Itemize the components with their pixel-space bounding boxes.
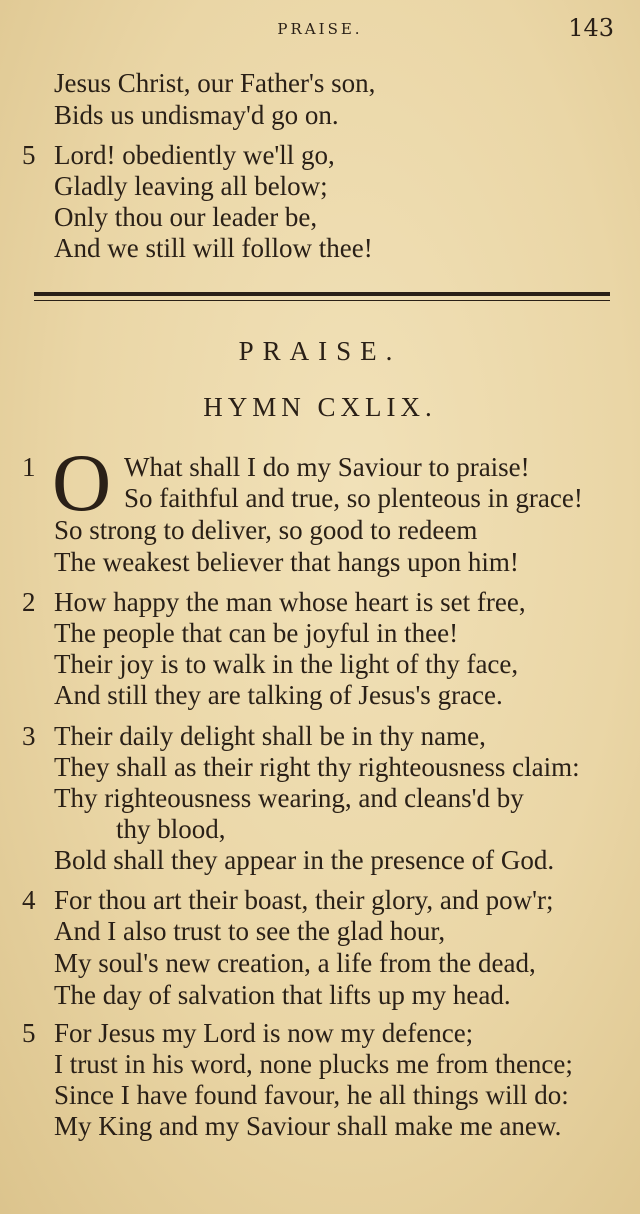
verse-line: The people that can be joyful in thee!	[54, 618, 459, 648]
verse-line: Their joy is to walk in the light of thy face,	[54, 649, 519, 679]
verse-number: 5	[22, 1018, 36, 1048]
page-number: 143	[568, 14, 614, 42]
verse-line: Gladly leaving all below;	[54, 171, 328, 201]
verse-number: 1	[22, 452, 36, 482]
hymn-title: HYMN CXLIX.	[203, 392, 437, 422]
drop-cap: O	[52, 437, 112, 528]
verse-line: And I also trust to see the glad hour,	[54, 916, 446, 946]
verse-line: Thy righteousness wearing, and cleans'd by	[54, 783, 524, 813]
verse-line-continued: thy blood,	[116, 814, 226, 844]
verse-line: How happy the man whose heart is set free,	[54, 587, 526, 617]
verse-number: 5	[22, 140, 36, 170]
verse-line: The weakest believer that hangs upon him!	[54, 547, 519, 577]
verse-line: So strong to deliver, so good to redeem	[54, 515, 478, 545]
verse-line: My soul's new creation, a life from the dead,	[54, 948, 536, 978]
verse-number: 4	[22, 885, 36, 915]
verse-line: The day of salvation that lifts up my head.	[54, 980, 511, 1010]
verse-line: For Jesus my Lord is now my defence;	[54, 1018, 474, 1048]
verse-line: For thou art their boast, their glory, and pow'r;	[54, 885, 554, 915]
divider-rule-thin	[34, 300, 610, 301]
verse-line: My King and my Saviour shall make me anew.	[54, 1111, 562, 1141]
divider-rule	[34, 292, 610, 296]
verse-line: I trust in his word, none plucks me from thence;	[54, 1049, 573, 1079]
verse-number: 3	[22, 721, 36, 751]
verse-line: Lord! obediently we'll go,	[54, 140, 335, 170]
verse-line: Their daily delight shall be in thy name,	[54, 721, 486, 751]
verse-line: What shall I do my Saviour to praise!	[124, 452, 530, 482]
verse-line: Only thou our leader be,	[54, 202, 318, 232]
verse-line: Since I have found favour, he all things will do:	[54, 1080, 569, 1110]
verse-number: 2	[22, 587, 36, 617]
verse-line: Jesus Christ, our Father's son,	[54, 68, 376, 98]
verse-line: Bold shall they appear in the presence of God.	[54, 845, 555, 875]
verse-line: And we still will follow thee!	[54, 233, 373, 263]
verse-line: So faithful and true, so plenteous in grace!	[124, 483, 583, 513]
running-head: PRAISE.	[277, 20, 363, 38]
section-title: PRAISE.	[238, 336, 402, 366]
verse-line: They shall as their right thy righteousness claim:	[54, 752, 580, 782]
verse-line: Bids us undismay'd go on.	[54, 100, 339, 130]
verse-line: And still they are talking of Jesus's grace.	[54, 680, 503, 710]
